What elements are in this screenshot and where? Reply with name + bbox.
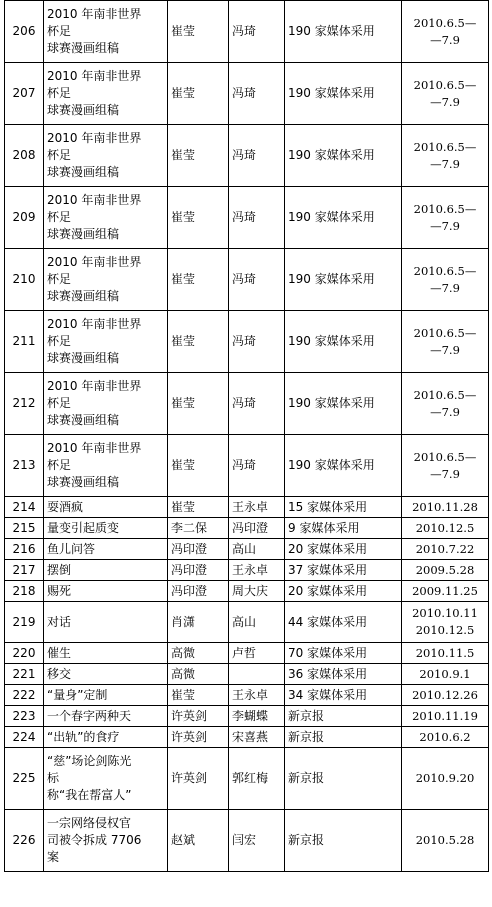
date-cell: 2010.9.20 <box>402 748 489 810</box>
author-cell: 崔莹 <box>168 125 229 187</box>
media-cell: 190 家媒体采用 <box>285 1 402 63</box>
date-cell: 2009.5.28 <box>402 560 489 581</box>
table-row <box>5 643 489 664</box>
author-cell: 崔莹 <box>168 373 229 435</box>
date-cell: 2010.5.28 <box>402 810 489 872</box>
media-cell: 190 家媒体采用 <box>285 187 402 249</box>
editor-cell: 周大庆 <box>229 581 285 602</box>
row-number-cell: 209 <box>5 187 44 249</box>
editor-cell: 王永卓 <box>229 497 285 518</box>
title-cell: 赐死 <box>44 581 168 602</box>
editor-cell: 冯印澄 <box>229 518 285 539</box>
author-cell: 李二保 <box>168 518 229 539</box>
table-row <box>5 748 489 810</box>
date-cell: 2010.6.2 <box>402 727 489 748</box>
title-cell: 一宗网络侵权官 司被令拆成 7706 案 <box>44 810 168 872</box>
title-cell: “量身”定制 <box>44 685 168 706</box>
title-cell: 催生 <box>44 643 168 664</box>
media-cell: 15 家媒体采用 <box>285 497 402 518</box>
editor-cell: 冯琦 <box>229 63 285 125</box>
row-number-cell: 207 <box>5 63 44 125</box>
media-cell: 190 家媒体采用 <box>285 249 402 311</box>
row-number-cell: 212 <box>5 373 44 435</box>
author-cell: 高微 <box>168 643 229 664</box>
title-cell: 对话 <box>44 602 168 643</box>
row-number-cell: 206 <box>5 1 44 63</box>
date-cell: 2010.6.5— —7.9 <box>402 249 489 311</box>
title-cell: 2010 年南非世界 杯足 球赛漫画组稿 <box>44 311 168 373</box>
table-row <box>5 125 489 187</box>
table-body <box>5 1 489 872</box>
date-cell: 2010.11.5 <box>402 643 489 664</box>
media-cell: 新京报 <box>285 706 402 727</box>
title-cell: 一个春字两种天 <box>44 706 168 727</box>
author-cell: 崔莹 <box>168 435 229 497</box>
editor-cell: 冯琦 <box>229 1 285 63</box>
table-row <box>5 810 489 872</box>
date-cell: 2010.6.5— —7.9 <box>402 125 489 187</box>
editor-cell: 李蝴蝶 <box>229 706 285 727</box>
date-cell: 2010.6.5— —7.9 <box>402 435 489 497</box>
editor-cell: 高山 <box>229 539 285 560</box>
editor-cell: 闫宏 <box>229 810 285 872</box>
table-row <box>5 1 489 63</box>
media-cell: 190 家媒体采用 <box>285 125 402 187</box>
author-cell: 赵斌 <box>168 810 229 872</box>
title-cell: 摆倒 <box>44 560 168 581</box>
row-number-cell: 221 <box>5 664 44 685</box>
author-cell: 冯印澄 <box>168 539 229 560</box>
date-cell: 2010.12.5 <box>402 518 489 539</box>
media-cell: 20 家媒体采用 <box>285 539 402 560</box>
table-row <box>5 581 489 602</box>
row-number-cell: 216 <box>5 539 44 560</box>
table-row <box>5 187 489 249</box>
title-cell: “慈”场论剑陈光 标 称“我在帮富人” <box>44 748 168 810</box>
media-cell: 190 家媒体采用 <box>285 63 402 125</box>
author-cell: 崔莹 <box>168 187 229 249</box>
editor-cell: 王永卓 <box>229 560 285 581</box>
author-cell: 高微 <box>168 664 229 685</box>
row-number-cell: 208 <box>5 125 44 187</box>
table-row <box>5 497 489 518</box>
author-cell: 冯印澄 <box>168 560 229 581</box>
media-cell: 44 家媒体采用 <box>285 602 402 643</box>
media-cell: 新京报 <box>285 810 402 872</box>
row-number-cell: 218 <box>5 581 44 602</box>
table-row <box>5 560 489 581</box>
table-row <box>5 602 489 643</box>
date-cell: 2010.12.26 <box>402 685 489 706</box>
editor-cell <box>229 664 285 685</box>
author-cell: 崔莹 <box>168 63 229 125</box>
editor-cell: 卢哲 <box>229 643 285 664</box>
date-cell: 2010.6.5— —7.9 <box>402 1 489 63</box>
row-number-cell: 220 <box>5 643 44 664</box>
media-cell: 190 家媒体采用 <box>285 435 402 497</box>
title-cell: 2010 年南非世界 杯足 球赛漫画组稿 <box>44 249 168 311</box>
author-cell: 崔莹 <box>168 311 229 373</box>
table-row <box>5 373 489 435</box>
row-number-cell: 217 <box>5 560 44 581</box>
table-row <box>5 249 489 311</box>
editor-cell: 冯琦 <box>229 311 285 373</box>
table-row <box>5 664 489 685</box>
table-row <box>5 518 489 539</box>
row-number-cell: 223 <box>5 706 44 727</box>
row-number-cell: 213 <box>5 435 44 497</box>
media-cell: 新京报 <box>285 727 402 748</box>
media-cell: 新京报 <box>285 748 402 810</box>
media-cell: 190 家媒体采用 <box>285 373 402 435</box>
author-cell: 许英剑 <box>168 706 229 727</box>
author-cell: 崔莹 <box>168 685 229 706</box>
title-cell: 2010 年南非世界 杯足 球赛漫画组稿 <box>44 1 168 63</box>
table-row <box>5 727 489 748</box>
title-cell: 2010 年南非世界 杯足 球赛漫画组稿 <box>44 63 168 125</box>
table-row <box>5 63 489 125</box>
date-cell: 2010.6.5— —7.9 <box>402 311 489 373</box>
date-cell: 2010.6.5— —7.9 <box>402 63 489 125</box>
media-cell: 37 家媒体采用 <box>285 560 402 581</box>
title-cell: 鱼儿问答 <box>44 539 168 560</box>
title-cell: 2010 年南非世界 杯足 球赛漫画组稿 <box>44 435 168 497</box>
row-number-cell: 222 <box>5 685 44 706</box>
author-cell: 崔莹 <box>168 249 229 311</box>
media-cell: 36 家媒体采用 <box>285 664 402 685</box>
editor-cell: 冯琦 <box>229 249 285 311</box>
table-row <box>5 685 489 706</box>
title-cell: 2010 年南非世界 杯足 球赛漫画组稿 <box>44 373 168 435</box>
editor-cell: 冯琦 <box>229 187 285 249</box>
row-number-cell: 215 <box>5 518 44 539</box>
row-number-cell: 219 <box>5 602 44 643</box>
date-cell: 2010.6.5— —7.9 <box>402 373 489 435</box>
media-cell: 20 家媒体采用 <box>285 581 402 602</box>
media-cell: 34 家媒体采用 <box>285 685 402 706</box>
media-cell: 9 家媒体采用 <box>285 518 402 539</box>
row-number-cell: 214 <box>5 497 44 518</box>
title-cell: 移交 <box>44 664 168 685</box>
author-cell: 许英剑 <box>168 748 229 810</box>
media-cell: 190 家媒体采用 <box>285 311 402 373</box>
date-cell: 2010.9.1 <box>402 664 489 685</box>
author-cell: 许英剑 <box>168 727 229 748</box>
table-row <box>5 706 489 727</box>
table-row <box>5 311 489 373</box>
author-cell: 冯印澄 <box>168 581 229 602</box>
media-cell: 70 家媒体采用 <box>285 643 402 664</box>
date-cell: 2010.7.22 <box>402 539 489 560</box>
date-cell: 2010.10.11 2010.12.5 <box>402 602 489 643</box>
editor-cell: 高山 <box>229 602 285 643</box>
editor-cell: 王永卓 <box>229 685 285 706</box>
editor-cell: 冯琦 <box>229 125 285 187</box>
row-number-cell: 225 <box>5 748 44 810</box>
date-cell: 2010.11.28 <box>402 497 489 518</box>
date-cell: 2010.11.19 <box>402 706 489 727</box>
author-cell: 肖潇 <box>168 602 229 643</box>
date-cell: 2009.11.25 <box>402 581 489 602</box>
row-number-cell: 210 <box>5 249 44 311</box>
editor-cell: 郭红梅 <box>229 748 285 810</box>
editor-cell: 冯琦 <box>229 435 285 497</box>
title-cell: 2010 年南非世界 杯足 球赛漫画组稿 <box>44 125 168 187</box>
author-cell: 崔莹 <box>168 1 229 63</box>
table-row <box>5 539 489 560</box>
title-cell: “出轨”的食疗 <box>44 727 168 748</box>
editor-cell: 冯琦 <box>229 373 285 435</box>
title-cell: 耍酒疯 <box>44 497 168 518</box>
awards-table <box>4 0 489 872</box>
row-number-cell: 211 <box>5 311 44 373</box>
date-cell: 2010.6.5— —7.9 <box>402 187 489 249</box>
row-number-cell: 224 <box>5 727 44 748</box>
row-number-cell: 226 <box>5 810 44 872</box>
title-cell: 2010 年南非世界 杯足 球赛漫画组稿 <box>44 187 168 249</box>
author-cell: 崔莹 <box>168 497 229 518</box>
table-row <box>5 435 489 497</box>
editor-cell: 宋喜燕 <box>229 727 285 748</box>
title-cell: 量变引起质变 <box>44 518 168 539</box>
